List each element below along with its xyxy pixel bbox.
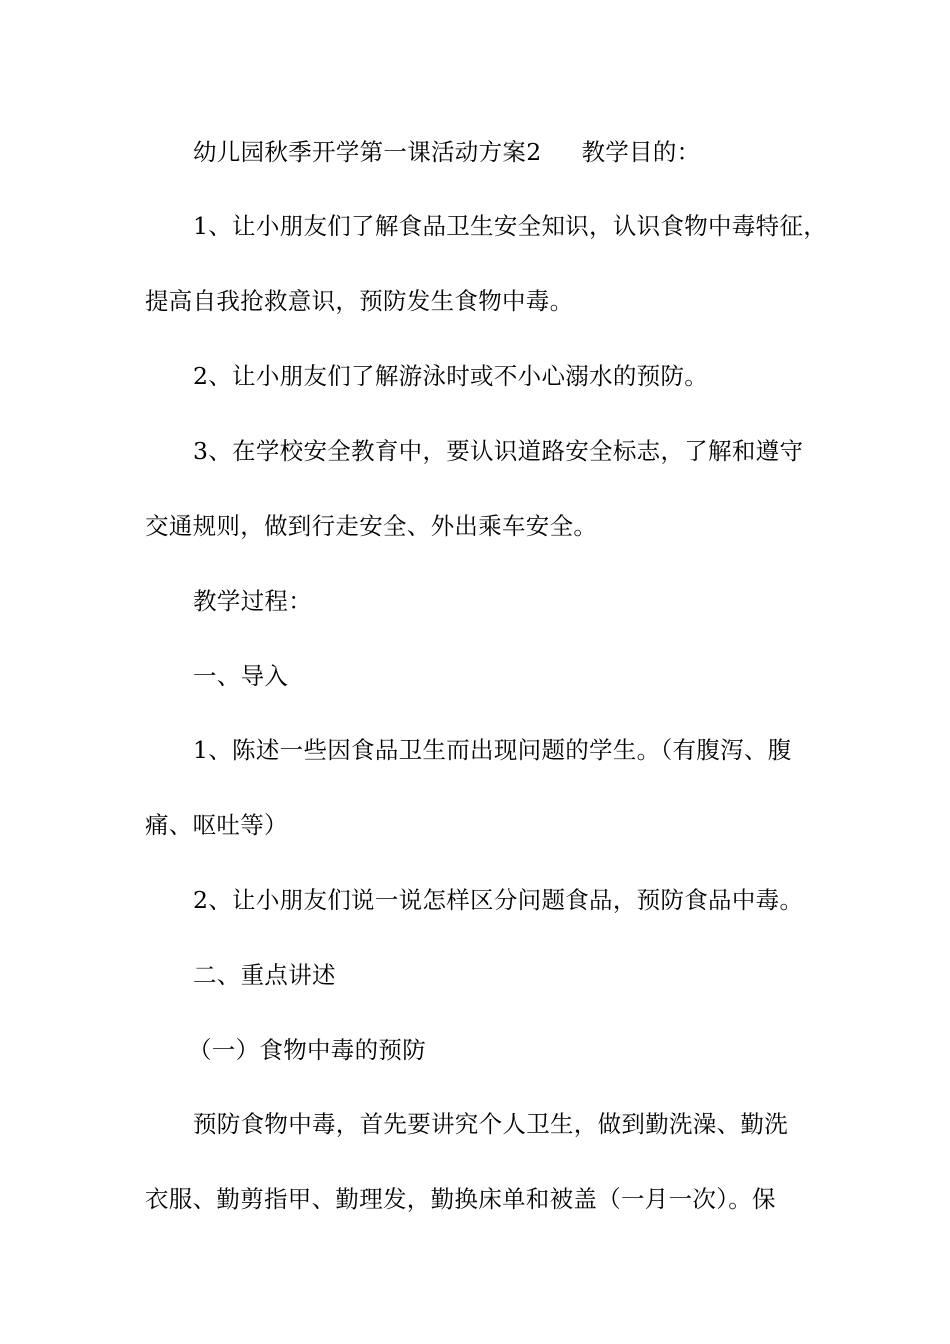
paragraph-line: 衣服、勤剪指甲、勤理发，勤换床单和被盖（一月一次）。保 <box>145 1185 776 1213</box>
paragraph-line: 预防食物中毒，首先要讲究个人卫生，做到勤洗澡、勤洗 <box>193 1110 788 1138</box>
section-heading: 二、重点讲述 <box>193 961 336 989</box>
title-line <box>193 137 700 167</box>
paragraph-line: 1、陈述一些因食品卫生而出现问题的学生。（有腹泻、腹 <box>193 736 792 764</box>
objectives-heading: 教学目的： <box>581 138 701 166</box>
subsection-heading: （一）食物中毒的预防 <box>188 1036 426 1064</box>
document-title: 幼儿园秋季开学第一课活动方案2 <box>193 138 542 166</box>
paragraph-line: 交通规则，做到行走安全、外出乘车安全。 <box>145 512 598 540</box>
section-heading: 一、导入 <box>193 662 289 690</box>
paragraph-line: 2、让小朋友们了解游泳时或不小心溺水的预防。 <box>193 362 709 390</box>
paragraph-line: 痛、呕吐等） <box>145 811 288 839</box>
section-heading: 教学过程： <box>193 587 312 615</box>
paragraph-line: 1、让小朋友们了解食品卫生安全知识，认识食物中毒特征， <box>193 212 828 240</box>
paragraph-line: 3、在学校安全教育中，要认识道路安全标志，了解和遵守 <box>193 437 804 465</box>
paragraph-line: 提高自我抢救意识，预防发生食物中毒。 <box>145 287 574 315</box>
paragraph-line: 2、让小朋友们说一说怎样区分问题食品，预防食品中毒。 <box>193 886 804 914</box>
